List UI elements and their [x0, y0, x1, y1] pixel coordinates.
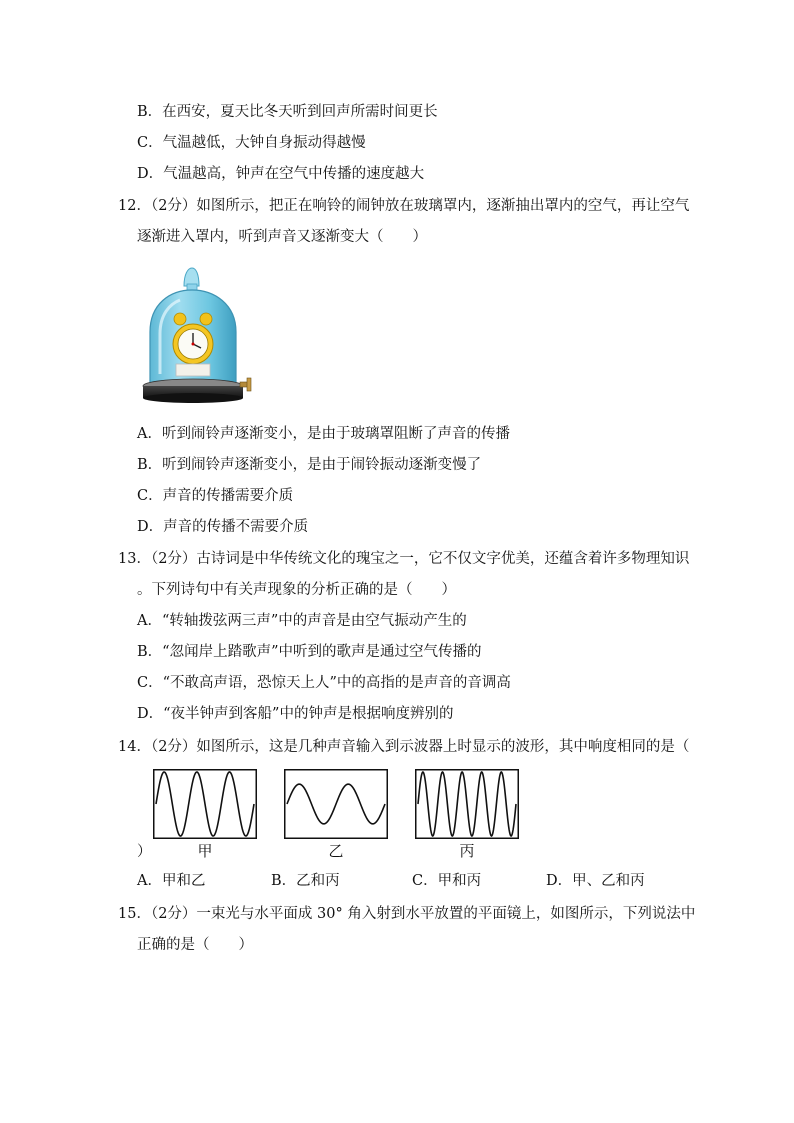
q14-option-d: D．甲、乙和丙 — [546, 873, 645, 889]
q12-option-a: A．听到闹铃声逐渐变小，是由于玻璃罩阻断了声音的传播 — [137, 426, 510, 442]
q15-stem-line2: 正确的是（ ） — [137, 937, 253, 953]
q14-stem-line2: ） — [137, 844, 152, 860]
q13-stem-line1: 13．（2分）古诗词是中华传统文化的瑰宝之一，它不仅文字优美，还蕴含着许多物理知识 — [118, 551, 690, 567]
waveform-yi — [284, 769, 388, 839]
q14-option-b: B．乙和丙 — [271, 873, 340, 889]
q13-stem-line2: 。下列诗句中有关声现象的分析正确的是（ ） — [137, 582, 456, 598]
q13-option-b: B．“忽闻岸上踏歌声”中听到的歌声是通过空气传播的 — [137, 644, 482, 660]
q12-option-c: C．声音的传播需要介质 — [137, 488, 294, 504]
q14-option-c: C．甲和丙 — [412, 873, 482, 889]
waveform-bing-svg — [415, 769, 519, 839]
q13-option-a: A．“转轴拨弦两三声”中的声音是由空气振动产生的 — [137, 613, 467, 629]
q14-stem-line1: 14．（2分）如图所示，这是几种声音输入到示波器上时显示的波形，其中响度相同的是（ — [118, 739, 690, 755]
q14-option-a: A．甲和乙 — [137, 873, 206, 889]
q12-stem-line2: 逐渐进入罩内，听到声音又逐渐变大（ ） — [137, 229, 427, 245]
waveform-label-jia: 甲 — [197, 842, 213, 860]
waveform-jia — [153, 769, 257, 839]
q12-stem-line1: 12．（2分）如图所示，把正在响铃的闹钟放在玻璃罩内，逐渐抽出罩内的空气，再让空气 — [118, 198, 690, 214]
waveform-label-yi: 乙 — [328, 842, 344, 860]
q13-option-d: D．“夜半钟声到客船”中的钟声是根据响度辨别的 — [137, 706, 454, 722]
q12-option-d: D．声音的传播不需要介质 — [137, 519, 309, 535]
bell-jar-figure — [140, 264, 255, 406]
waveform-jia-svg — [153, 769, 257, 839]
q12-option-b: B．听到闹铃声逐渐变小，是由于闹铃振动逐渐变慢了 — [137, 457, 482, 473]
q11-option-d: D．气温越高，钟声在空气中传播的速度越大 — [137, 166, 425, 182]
waveform-bing — [415, 769, 519, 839]
q11-option-c: C．气温越低，大钟自身振动得越慢 — [137, 135, 366, 151]
q15-stem-line1: 15．（2分）一束光与水平面成 30° 角入射到水平放置的平面镜上，如图所示，下列说法中 — [118, 906, 696, 922]
waveform-yi-svg — [284, 769, 388, 839]
q13-option-c: C．“不敢高声语，恐惊天上人”中的高指的是声音的音调高 — [137, 675, 511, 691]
waveform-label-bing: 丙 — [459, 842, 475, 860]
q11-option-b: B．在西安，夏天比冬天听到回声所需时间更长 — [137, 104, 438, 120]
